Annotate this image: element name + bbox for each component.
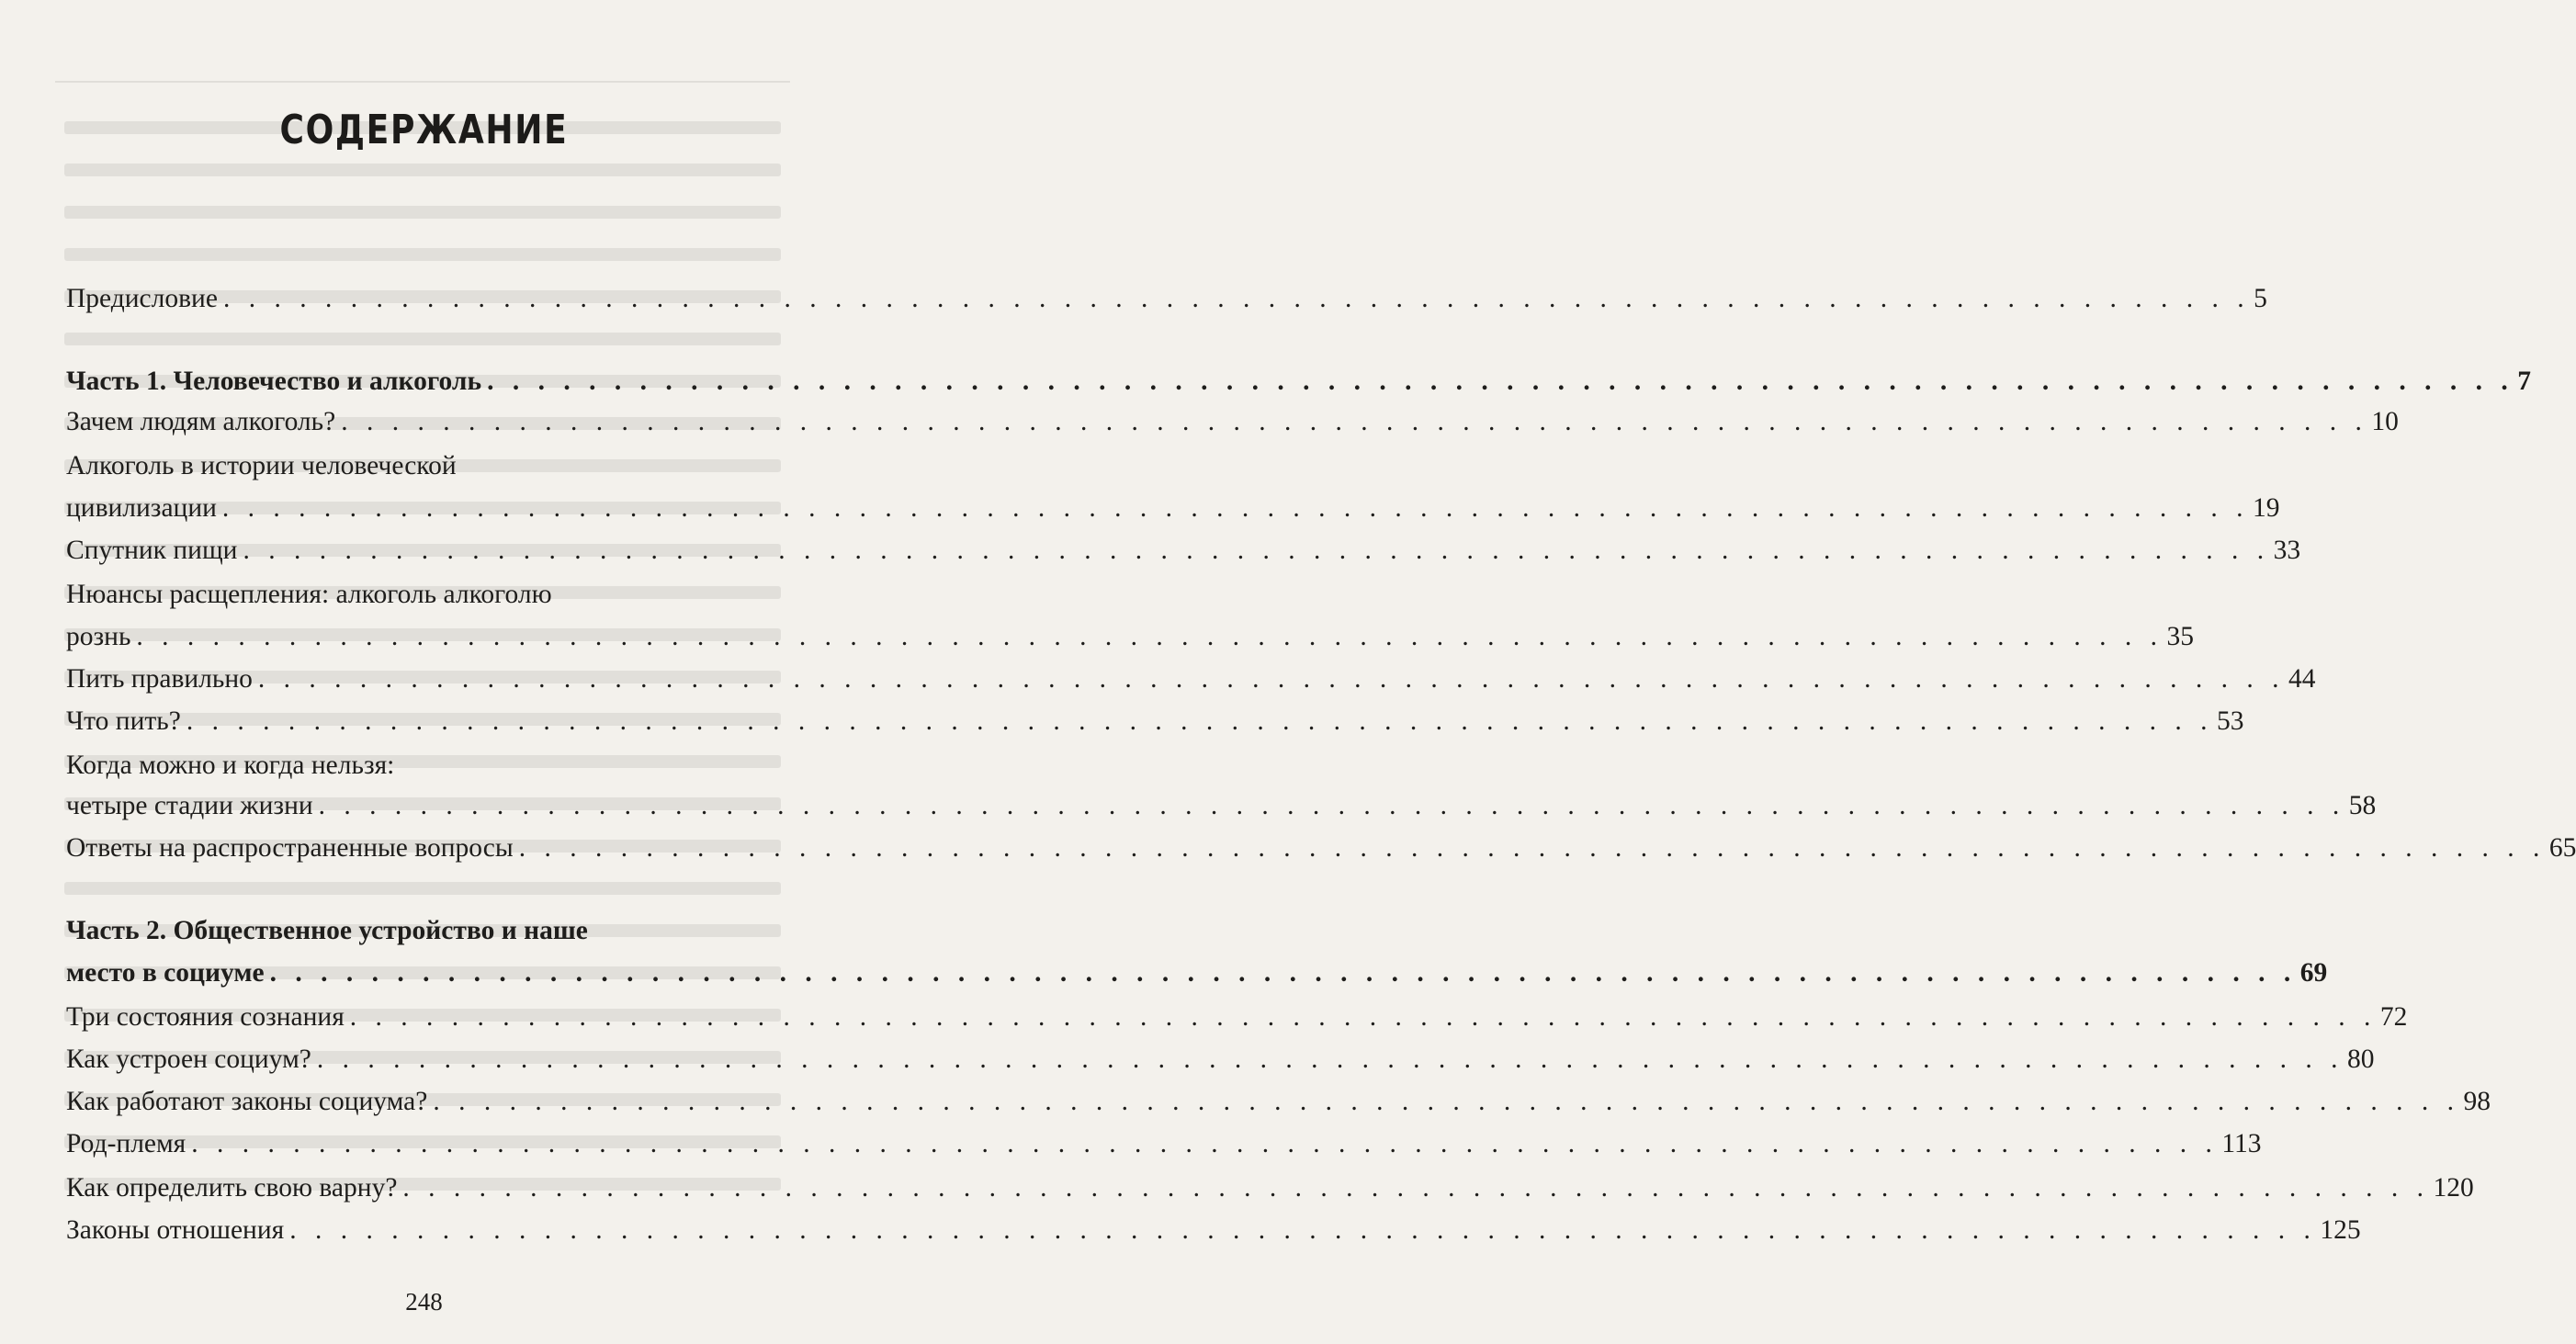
toc-entry (66, 1038, 2375, 1080)
toc-dot-leader: . . . . . . . . . . . . . . . . . . . . . . . . . . . . . . . . . . . . . . . . . . . . . . . . . . . . . . . . . . . . . . . . . . . . . . . . . . . . . . . . (349, 1002, 2377, 1032)
toc-entry (66, 529, 2301, 571)
toc-entry (66, 401, 2399, 443)
toc-entry-title: Часть 1. Человечество и алкоголь (66, 367, 482, 396)
toc-entry-title: Три состояния сознания (66, 1002, 345, 1032)
toc-dot-leader: . . . . . . . . . . . . . . . . . . . . . . . . . . . . . . . . . . . . . . . . . . . . . . . . . . . . . . . . . . . . . . . . . . . . . . . . . . . . . . . . (316, 1045, 2344, 1074)
toc-dot-leader: . . . . . . . . . . . . . . . . . . . . . . . . . . . . . . . . . . . . . . . . . . . . . . . . . . . . . . . . . . . . . . . . . . . . . . . . . . . . . . . . (433, 1087, 2460, 1116)
toc-entry-title: Как работают законы социума? (66, 1087, 428, 1116)
toc-dot-leader: . . . . . . . . . . . . . . . . . . . . . . . . . . . . . . . . . . . . . . . . . . . . . . . . . . . . . . . . . . . . . . . . . . . . . . . . . . . . . . . . (318, 791, 2345, 820)
toc-entry-title: Ответы на распространенные вопросы (66, 833, 514, 863)
toc-page-number: 7 (2517, 367, 2531, 396)
toc-entry (66, 487, 2280, 529)
toc-dot-leader: . . . . . . . . . . . . . . . . . . . . . . . . . . . . . . . . . . . . . . . . . . . . . . . . . . . . . . . . . . . . . . . . . . . . . . . . . . . . . . . . (289, 1215, 2317, 1245)
toc-entry-title: Часть 2. Общественное устройство и наше (66, 916, 588, 945)
toc-entry (66, 277, 2267, 320)
toc-dot-leader: . . . . . . . . . . . . . . . . . . . . . . . . . . . . . . . . . . . . . . . . . . . . . . . . . . . . . . . . . . . . . . . . . . . . . . . . . . . . . . . . (487, 367, 2514, 396)
toc-entry-title: Когда можно и когда нельзя: (66, 751, 395, 780)
toc-entry-title: Как определить свою варну? (66, 1173, 398, 1203)
toc-entry (66, 996, 2408, 1038)
toc-dot-leader: . . . . . . . . . . . . . . . . . . . . . . . . . . . . . . . . . . . . . . . . . . . . . . . . . . . . . . . . . . . . . . . . . . . . . . . . . . . . . . . . (191, 1129, 2219, 1158)
toc-entry (66, 827, 2576, 869)
toc-part-entry (66, 909, 790, 952)
toc-entry-title: Спутник пищи (66, 536, 238, 565)
toc-page-number: 69 (2299, 958, 2328, 988)
toc-page-number: 33 (2273, 536, 2301, 565)
toc-dot-leader: . . . . . . . . . . . . . . . . . . . . . . . . . . . . . . . . . . . . . . . . . . . . . . . . . . . . . . . . . . . . . . . . . . . . . . . . . . . . . . . . (518, 833, 2546, 863)
toc-entry-title: Нюансы расщепления: алкоголь алкоголю (66, 580, 552, 609)
toc-page-number: 113 (2221, 1129, 2262, 1158)
toc-entry-title: Алкоголь в истории человеческой (66, 451, 457, 480)
toc-dot-leader: . . . . . . . . . . . . . . . . . . . . . . . . . . . . . . . . . . . . . . . . . . . . . . . . . . . . . . . . . . . . . . . . . . . . . . . . . . . . . . . . (186, 706, 2213, 736)
toc-entry-title: Как устроен социум? (66, 1045, 311, 1074)
toc-entry (66, 1123, 2262, 1165)
toc-page-number: 53 (2216, 706, 2244, 736)
toc-page-number: 120 (2433, 1173, 2474, 1203)
toc-entry-title: Пить правильно (66, 664, 253, 694)
toc-entry (66, 616, 2195, 658)
toc-entry-title: место в социуме (66, 958, 265, 988)
toc-entry-title: Зачем людям алкоголь? (66, 407, 336, 436)
toc-page-number: 65 (2548, 833, 2576, 863)
toc-page-number: 72 (2379, 1002, 2408, 1032)
page-title: СОДЕРЖАНИЕ (279, 107, 569, 153)
toc-entry (66, 445, 790, 487)
toc-page-number: 19 (2253, 493, 2280, 523)
toc-dot-leader: . . . . . . . . . . . . . . . . . . . . . . . . . . . . . . . . . . . . . . . . . . . . . . . . . . . . . . . . . . . . . . . . . . . . . . . . . . . . . . . . (257, 664, 2285, 694)
toc-entry-title: цивилизации (66, 493, 217, 523)
toc-entry-title: Предисловие (66, 284, 218, 313)
toc-part-entry (66, 952, 2328, 994)
toc-dot-leader: . . . . . . . . . . . . . . . . . . . . . . . . . . . . . . . . . . . . . . . . . . . . . . . . . . . . . . . . . . . . . . . . . . . . . . . . . . . . . . . . (222, 284, 2251, 313)
toc-page-number: 58 (2348, 791, 2377, 820)
toc-page-number: 10 (2371, 407, 2399, 436)
toc-page-number: 5 (2254, 284, 2267, 313)
toc-dot-leader: . . . . . . . . . . . . . . . . . . . . . . . . . . . . . . . . . . . . . . . . . . . . . . . . . . . . . . . . . . . . . . . . . . . . . . . . . . . . . . . . (341, 407, 2368, 436)
toc-dot-leader: . . . . . . . . . . . . . . . . . . . . . . . . . . . . . . . . . . . . . . . . . . . . . . . . . . . . . . . . . . . . . . . . . . . . . . . . . . . . . . . . (136, 622, 2164, 651)
toc-entry (66, 744, 790, 786)
page-number: 248 (405, 1288, 443, 1316)
toc-entry (66, 1167, 2474, 1209)
toc-page-number: 125 (2320, 1215, 2361, 1245)
toc-dot-leader: . . . . . . . . . . . . . . . . . . . . . . . . . . . . . . . . . . . . . . . . . . . . . . . . . . . . . . . . . . . . . . . . . . . . . . . . . . . . . . . . (221, 493, 2250, 523)
toc-entry (66, 658, 2316, 700)
toc-entry (66, 700, 2244, 742)
toc-entry (66, 1209, 2361, 1251)
toc-page-number: 44 (2288, 664, 2316, 694)
toc-entry-title: четыре стадии жизни (66, 791, 313, 820)
toc-entry (66, 573, 790, 616)
toc-dot-leader: . . . . . . . . . . . . . . . . . . . . . . . . . . . . . . . . . . . . . . . . . . . . . . . . . . . . . . . . . . . . . . . . . . . . . . . . . . . . . . . . (269, 958, 2297, 988)
toc-dot-leader: . . . . . . . . . . . . . . . . . . . . . . . . . . . . . . . . . . . . . . . . . . . . . . . . . . . . . . . . . . . . . . . . . . . . . . . . . . . . . . . . (402, 1173, 2430, 1203)
toc-page-number: 80 (2346, 1045, 2375, 1074)
toc-entry-title: Род-племя (66, 1129, 186, 1158)
toc-entry (66, 785, 2377, 827)
toc-entry-title: Законы отношения (66, 1215, 285, 1245)
toc-entry-title: рознь (66, 622, 131, 651)
toc-part-entry (66, 360, 2531, 402)
toc-page-number: 35 (2166, 622, 2195, 651)
toc-entry (66, 1080, 2491, 1123)
toc-dot-leader: . . . . . . . . . . . . . . . . . . . . . . . . . . . . . . . . . . . . . . . . . . . . . . . . . . . . . . . . . . . . . . . . . . . . . . . . . . . . . . . . (243, 536, 2270, 565)
toc-entry-title: Что пить? (66, 706, 181, 736)
toc-page-number: 98 (2463, 1087, 2491, 1116)
